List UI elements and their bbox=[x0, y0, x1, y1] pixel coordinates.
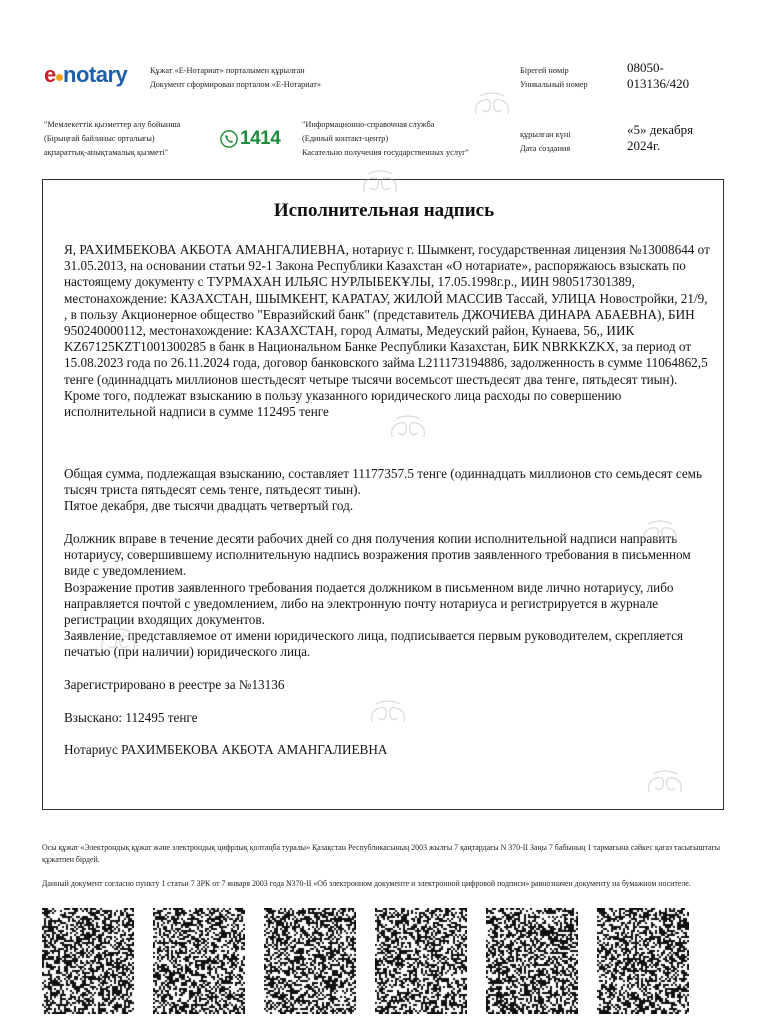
qr-code-strip bbox=[42, 908, 728, 1014]
logo-dot-icon bbox=[56, 74, 63, 81]
paragraph-total-sum: Общая сумма, подлежащая взысканию, составляет 11177357.5 тенге (одиннадцать миллионов сто семьдесят семь тысяч триста пятьдесят семь тенге, пятьдесят тиын). bbox=[64, 466, 703, 498]
enotary-logo bbox=[44, 62, 144, 88]
creation-date-line-1: «5» декабря bbox=[627, 122, 694, 137]
qr-code-icon bbox=[42, 908, 134, 1014]
service-kz-line-2: (Бірыңғай байланыс орталығы) bbox=[44, 134, 155, 143]
legal-note-ru: Данный документ согласно пункту 1 статьи 7 ЗРК от 7 января 2003 года N370-II «Об электронном документе и электронной цифровой подписи» равнозначен документу на бумажном носителе. bbox=[42, 879, 691, 888]
service-kz-line-3: ақпараттық-анықтамалық қызметі" bbox=[44, 148, 168, 157]
paragraph-main: Я, РАХИМБЕКОВА АКБОТА АМАНГАЛИЕВНА, нотариус г. Шымкент, государственная лицензия №13008644 от 31.05.2013, на основании статьи 92-1 Закона Республики Казахстан «О нотариате», распоряжаюсь взыскать по настоящему документу с ТУРМАХАН ИЛЬЯС НУРЛЫБЕКҰЛЫ, 17.05.1998г.р., ИИН 980517301389, местонахождение: КАЗАХСТАН, ШЫМКЕНТ, КАРАТАУ, ЖИЛОЙ МАССИВ Тассай, УЛИЦА Новостройки, 21/9, , в пользу Акционерное общество "Евразийский банк" (представитель ДЖОЧИЕВА ДИНАРА АБАЕВНА), БИН 950240000112, местонахождение: КАЗАХСТАН, город Алматы, Медеуский район, Кунаева, 56,, ИИК KZ67125KZT1001300285 в банк в Национальном Банке Республики Казахстан, БИК NBRKKZKX, за период от 15.08.2023 года по 26.11.2024 года, договор банковского займа L211173194886, задолженность в сумме 11064862,5 тенге (одиннадцать миллионов шестьдесят четыре тысячи восемьсот шестьдесят два тенге, пятьдесят тиын). Кроме того, подлежат взысканию в пользу указанного юридического лица расходы по совершению исполнительной надписи в сумме 112495 тенге bbox=[64, 242, 710, 420]
phone-number: 1414 bbox=[240, 128, 281, 149]
unique-number-line-2: 013136/420 bbox=[627, 76, 690, 91]
ornament-watermark-icon bbox=[645, 770, 685, 798]
service-ru-line-1: "Информационно-справочная служба bbox=[302, 120, 435, 129]
ornament-watermark-icon bbox=[360, 170, 400, 198]
creation-date-line-2: 2024г. bbox=[627, 138, 661, 153]
ornament-watermark-icon bbox=[368, 700, 408, 728]
portal-note-ru: Документ сформирован порталом «Е-Нотариат» bbox=[150, 80, 321, 89]
paragraph-objection: Возражение против заявленного требования подается должником в письменном виде лично нотариусу, либо направляется почтой с уведомлением, либо на электронную почту нотариуса и регистрируется в журнале регистрации входящих документов. bbox=[64, 580, 674, 628]
logo-wordmark: notary bbox=[63, 62, 128, 87]
service-ru-line-2: (Единый контакт-центр) bbox=[302, 134, 389, 143]
notary-signature-line: Нотариус РАХИМБЕКОВА АКБОТА АМАНГАЛИЕВНА bbox=[64, 742, 388, 757]
phone-icon bbox=[220, 130, 238, 148]
qr-code-icon bbox=[597, 908, 689, 1014]
registry-entry: Зарегистрировано в реестре за №13136 bbox=[64, 677, 285, 692]
qr-code-icon bbox=[375, 908, 467, 1014]
qr-code-icon bbox=[153, 908, 245, 1014]
paragraph-debtor-rights: Должник вправе в течение десяти рабочих дней со дня получения копии исполнительной надписи направить нотариусу, совершившему исполнительную надпись возражения против заявленного требования в письменном виде с уведомлением. bbox=[64, 531, 691, 579]
ornament-watermark-icon bbox=[388, 415, 428, 443]
service-ru-line-3: Касательно получения государственных услуг" bbox=[302, 148, 469, 157]
unique-number-line-1: 08050- bbox=[627, 60, 664, 75]
qr-code-icon bbox=[264, 908, 356, 1014]
ornament-watermark-icon bbox=[98, 628, 138, 656]
amount-collected: Взыскано: 112495 тенге bbox=[64, 710, 198, 725]
unique-number-label-ru: Уникальный номер bbox=[520, 80, 588, 89]
legal-note-kz: Осы құжат «Электрондық құжат және электрондық цифрлық қолтаңба туралы» Қазақстан Республикасының 2003 жылғы 7 қаңтардағы N 370-II Заңы 7 бабының 1 тармағына сәйкес қағаз тасығыштағы құжатпен бірдей. bbox=[42, 843, 721, 864]
qr-code-icon bbox=[486, 908, 578, 1014]
portal-note-kz: Құжат «Е-Нотариат» порталымен құрылған bbox=[150, 66, 305, 75]
paragraph-legal-entity: Заявление, представляемое от имени юридического лица, подписывается первым руководителем, скрепляется печатью (при наличии) юридического лица. bbox=[64, 628, 684, 660]
contact-center-phone bbox=[220, 128, 288, 150]
document-title: Исполнительная надпись bbox=[273, 200, 495, 221]
paragraph-date-words: Пятое декабря, две тысячи двадцать четвертый год. bbox=[64, 498, 354, 513]
logo-letter-e: e bbox=[44, 62, 56, 87]
service-kz-line-1: "Мемлекеттік қызметтер алу бойынша bbox=[44, 120, 181, 129]
creation-date-label-ru: Дата создания bbox=[520, 144, 571, 153]
unique-number-label-kz: Бірегей нөмір bbox=[520, 66, 569, 75]
ornament-watermark-icon bbox=[640, 520, 680, 548]
ornament-watermark-icon bbox=[472, 92, 512, 120]
creation-date-label-kz: құрылған күні bbox=[520, 130, 571, 139]
